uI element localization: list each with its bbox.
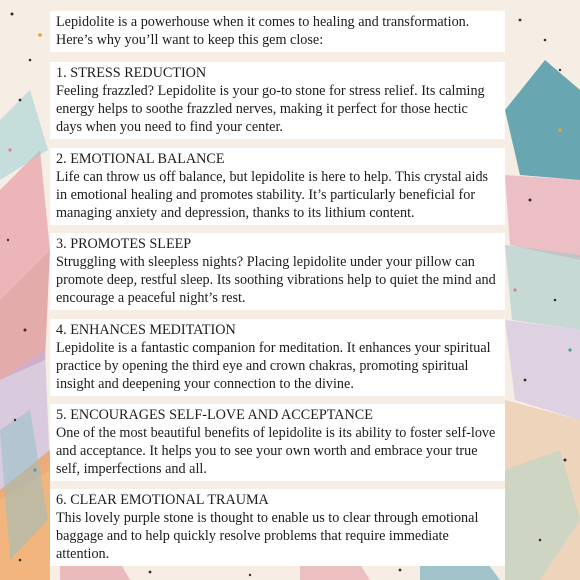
section-body: One of the most beautiful benefits of lepidolite is its ability to foster self-love and acceptance. It helps you to see your own worth and embrace your true self, imperfections and all. — [56, 425, 496, 477]
intro-block — [50, 11, 505, 52]
crystal-shape — [505, 245, 580, 330]
section-body: Struggling with sleepless nights? Placing lepidolite under your pillow can promote deep, restful sleep. Its soothing vibrations help to quiet the mind and encourage a peaceful night’s rest. — [56, 254, 496, 306]
section-emotional-trauma — [50, 489, 505, 566]
section-stress-reduction — [50, 62, 505, 139]
section-heading: 3. PROMOTES SLEEP — [56, 236, 192, 252]
section-promotes-sleep — [50, 233, 505, 310]
section-body: Life can throw us off balance, but lepidolite is here to help. This crystal aids in emotional healing and promotes stability. It’s particularly beneficial for managing anxiety and depression, thanks to its lithium content. — [56, 169, 489, 221]
section-heading: 4. ENHANCES MEDITATION — [56, 322, 236, 338]
section-enhances-meditation — [50, 319, 505, 396]
section-body: This lovely purple stone is thought to enable us to clear through emotional baggage and to help quickly resolve problems that require immediate attention. — [56, 510, 479, 562]
crystal-shape — [505, 60, 580, 180]
section-self-love — [50, 404, 505, 481]
section-heading: 5. ENCOURAGES SELF-LOVE AND ACCEPTANCE — [56, 407, 373, 423]
intro-text: Lepidolite is a powerhouse when it comes to healing and transformation. Here’s why you’ll want to keep this gem close: — [56, 14, 470, 48]
section-heading: 6. CLEAR EMOTIONAL TRAUMA — [56, 492, 269, 508]
section-body: Lepidolite is a fantastic companion for meditation. It enhances your spiritual practice by opening the third eye and crown chakras, promoting spiritual insight and deepening your connection to the divine. — [56, 340, 491, 392]
section-body: Feeling frazzled? Lepidolite is your go-to stone for stress relief. Its calming energy helps to soothe frazzled nerves, making it perfect for those hectic days when you need to find your center. — [56, 83, 485, 135]
section-heading: 1. STRESS REDUCTION — [56, 65, 207, 81]
section-heading: 2. EMOTIONAL BALANCE — [56, 151, 225, 167]
section-emotional-balance — [50, 148, 505, 225]
